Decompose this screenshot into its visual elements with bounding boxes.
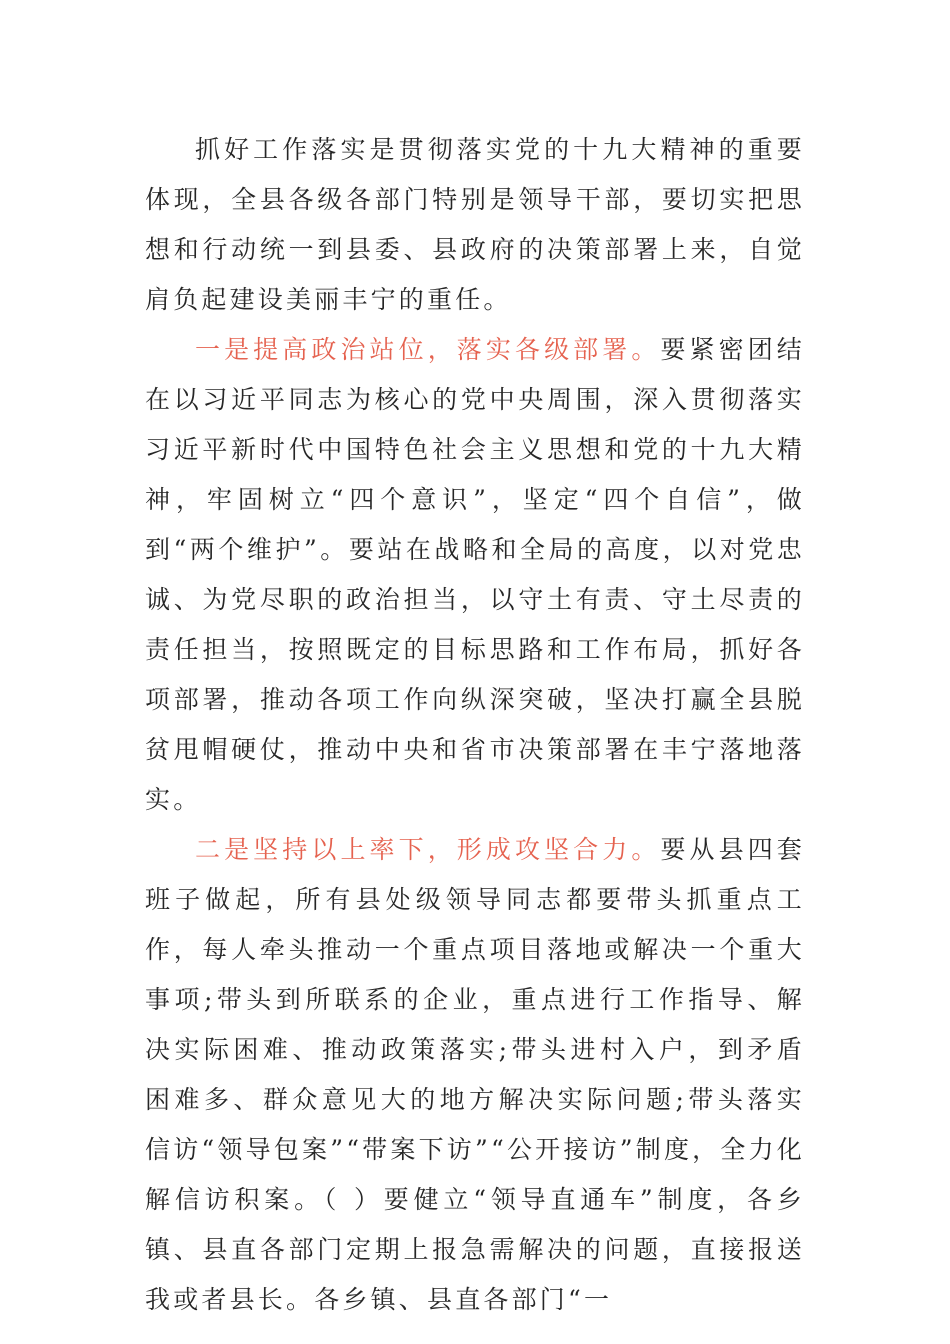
paragraph-intro-text: 抓好工作落实是贯彻落实党的十九大精神的重要体现，全县各级各部门特别是领导干部，要切实把思想和行动统一到县委、县政府的决策部署上来，自觉肩负起建设美丽丰宁的重任。 [145,135,805,314]
point-two-heading: 二是坚持以上率下，形成攻坚合力。 [195,835,661,864]
point-one-text: 要紧密团结在以习近平同志为核心的党中央周围，深入贯彻落实习近平新时代中国特色社会主义思想和党的十九大精神，牢固树立“四个意识”，坚定“四个自信”，做到“两个维护”。要站在战略和全局的高度，以对党忠诚、为党尽职的政治担当，以守土有责、守土尽责的责任担当，按照既定的目标思路和工作布局，抓好各项部署，推动各项工作向纵深突破，坚决打赢全县脱贫甩帽硬仗，推动中央和省市决策部署在丰宁落地落实。 [145,335,805,814]
point-two-text: 要从县四套班子做起，所有县处级领导同志都要带头抓重点工作，每人牵头推动一个重点项目落地或解决一个重大事项;带头到所联系的企业，重点进行工作指导、解决实际困难、推动政策落实;带头进村入户，到矛盾困难多、群众意见大的地方解决实际问题;带头落实信访“领导包案”“带案下访”“公开接访”制度，全力化解信访积案。（ ）要健立“领导直通车”制度，各乡镇、县直各部门定期上报急需解决的问题，直接报送我或者县长。各乡镇、县直各部门“一 [145,835,805,1314]
paragraph-point-two [145,825,805,1325]
document-body [145,125,805,1325]
paragraph-point-one [145,325,805,825]
paragraph-intro [145,125,805,325]
point-one-heading: 一是提高政治站位，落实各级部署。 [195,335,661,364]
